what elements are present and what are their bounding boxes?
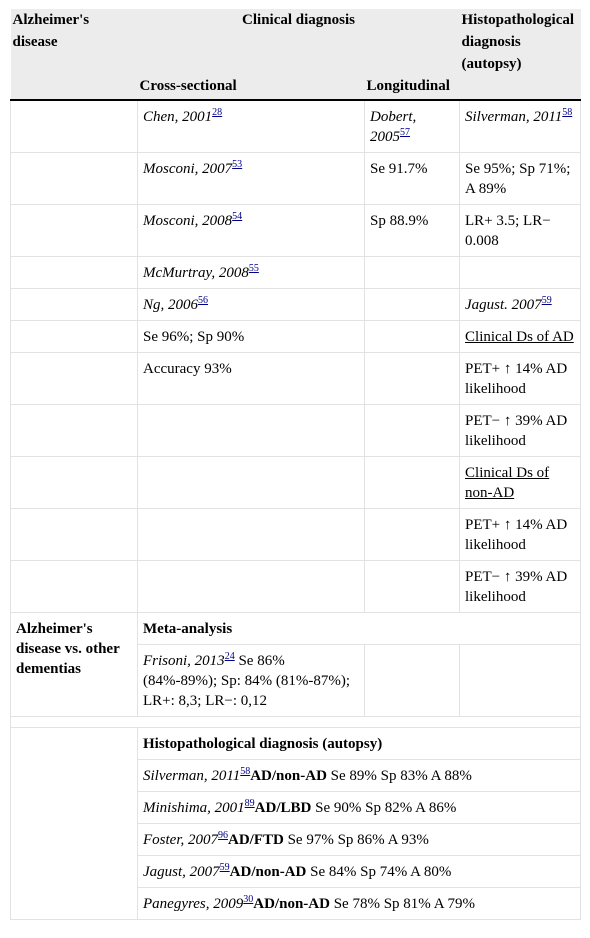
cell-histo: PET− ↑ 39% AD likelihood <box>460 561 581 613</box>
spacer-row <box>11 717 581 728</box>
histo-study: Foster, 2007$^{96}$AD/FTD Se 97% Sp 86% A 93% <box>138 824 581 856</box>
table-row <box>11 457 581 509</box>
ref-link[interactable]: 24 <box>224 651 235 662</box>
cell-cross: Mosconi, 2008$^{54}$ <box>138 205 365 257</box>
header-histopathological: Histopathological diagnosis (autopsy) <box>460 9 581 100</box>
header-alzheimers: Alzheimer's disease <box>11 9 138 100</box>
cell-histo: Silverman, 2011$^{58}$ <box>460 100 581 153</box>
empty-cell <box>11 153 138 205</box>
empty-cell <box>11 289 138 321</box>
ref-link[interactable]: 55 <box>248 263 259 274</box>
header-longitudinal: Longitudinal <box>365 75 460 100</box>
empty-cell <box>365 561 460 613</box>
empty-cell <box>460 257 581 289</box>
table-row <box>11 153 581 205</box>
empty-cell <box>365 257 460 289</box>
cell-histo: Clinical Ds of non-AD <box>460 457 581 509</box>
cell-cross: Accuracy 93% <box>138 353 365 405</box>
table-row <box>11 561 581 613</box>
cell-histo: Jagust. 2007$^{59}$ <box>460 289 581 321</box>
section-label-dementias: Alzheimer's disease vs. other dementias <box>11 613 138 717</box>
cell-histo: LR+ 3.5; LR− 0.008 <box>460 205 581 257</box>
cell-cross: Se 96%; Sp 90% <box>138 321 365 353</box>
cell-histo: PET+ ↑ 14% AD likelihood <box>460 509 581 561</box>
ref-link[interactable]: 53 <box>232 159 243 170</box>
empty-cell <box>460 645 581 717</box>
empty-cell <box>138 561 365 613</box>
empty-cell <box>138 509 365 561</box>
table-row <box>11 405 581 457</box>
empty-cell <box>365 509 460 561</box>
spacer-cell <box>11 717 581 728</box>
empty-cell <box>138 405 365 457</box>
empty-cell <box>11 457 138 509</box>
empty-cell <box>138 457 365 509</box>
histo-study: Minishima, 2001$^{89}$AD/LBD Se 90% Sp 82% A 86% <box>138 792 581 824</box>
empty-cell <box>11 205 138 257</box>
empty-cell <box>365 645 460 717</box>
cell-cross: Mosconi, 2007$^{53}$ <box>138 153 365 205</box>
ref-link[interactable]: 30 <box>243 894 254 905</box>
empty-cell <box>365 321 460 353</box>
empty-cell <box>11 405 138 457</box>
empty-cell <box>365 405 460 457</box>
ref-link[interactable]: 58 <box>240 766 251 777</box>
table-row <box>11 100 581 153</box>
histo-section-title: Histopathological diagnosis (autopsy) <box>138 728 581 760</box>
table-row <box>11 509 581 561</box>
ref-link[interactable]: 54 <box>232 211 243 222</box>
empty-cell <box>11 100 138 153</box>
empty-cell <box>11 257 138 289</box>
cell-histo: Clinical Ds of AD <box>460 321 581 353</box>
table-row <box>11 289 581 321</box>
header-cross-sectional: Cross-sectional <box>138 75 365 100</box>
empty-cell <box>11 353 138 405</box>
cell-cross: Chen, 2001$^{28}$ <box>138 100 365 153</box>
empty-cell <box>365 289 460 321</box>
table-row <box>11 257 581 289</box>
table-row <box>11 205 581 257</box>
ref-link[interactable]: 57 <box>400 127 410 138</box>
ref-link[interactable]: 56 <box>198 295 209 306</box>
cell-long: Dobert, 2005$^{57}$ <box>365 100 460 153</box>
empty-cell <box>365 353 460 405</box>
cell-cross: McMurtray, 2008$^{55}$ <box>138 257 365 289</box>
table-row <box>11 613 581 645</box>
empty-cell <box>11 561 138 613</box>
meta-analysis-title: Meta-analysis <box>138 613 581 645</box>
cell-meta: Frisoni, 2013$^{24}$ Se 86% (84%-89%); Sp: 84% (81%-87%); LR+: 8,3; LR−: 0,12 <box>138 645 365 717</box>
header-clinical-diagnosis: Clinical diagnosis <box>138 9 460 75</box>
diagnosis-table <box>10 9 581 920</box>
ref-link[interactable]: 89 <box>244 798 255 809</box>
ref-link[interactable]: 96 <box>218 830 228 841</box>
cell-histo: PET− ↑ 39% AD likelihood <box>460 405 581 457</box>
histo-study: Jagust, 2007$^{59}$AD/non-AD Se 84% Sp 74% A 80% <box>138 856 581 888</box>
ref-link[interactable]: 28 <box>212 107 223 118</box>
table-row <box>11 353 581 405</box>
cell-histo: PET+ ↑ 14% AD likelihood <box>460 353 581 405</box>
cell-long: Sp 88.9% <box>365 205 460 257</box>
cell-cross: Ng, 2006$^{56}$ <box>138 289 365 321</box>
cell-long: Se 91.7% <box>365 153 460 205</box>
ref-link[interactable]: 58 <box>562 107 573 118</box>
ref-link[interactable]: 59 <box>541 295 552 306</box>
empty-cell <box>11 509 138 561</box>
empty-cell <box>11 728 138 920</box>
table-row <box>11 321 581 353</box>
table-row <box>11 728 581 760</box>
empty-cell <box>11 321 138 353</box>
cell-histo: Se 95%; Sp 71%; A 89% <box>460 153 581 205</box>
histo-study: Silverman, 2011$^{58}$AD/non-AD Se 89% Sp 83% A 88% <box>138 760 581 792</box>
ref-link[interactable]: 59 <box>219 862 230 873</box>
empty-cell <box>365 457 460 509</box>
histo-study: Panegyres, 2009$^{30}$AD/non-AD Se 78% Sp 81% A 79% <box>138 888 581 920</box>
